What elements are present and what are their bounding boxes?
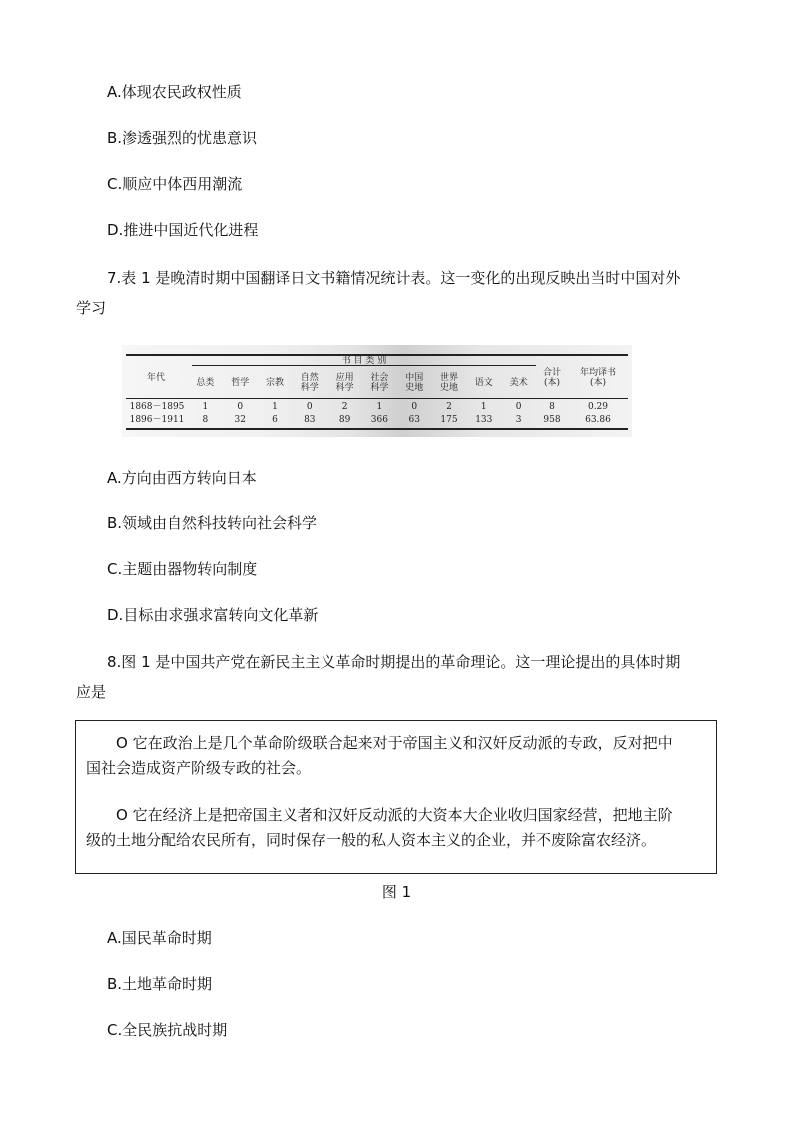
table-cell: 0 bbox=[411, 402, 418, 412]
table-row-avg: 63.86 bbox=[585, 415, 611, 425]
table-category-header: 中国 史地 bbox=[405, 373, 424, 393]
table-header-rule bbox=[126, 398, 628, 399]
table-cell: 0 bbox=[306, 402, 313, 412]
table-cell: 1 bbox=[272, 402, 278, 412]
box-paragraph2-line2: 级的土地分配给农民所有，同时保存一般的私人资本主义的企业，并不废除富农经济。 bbox=[86, 831, 657, 849]
q8-option-a: A.国民革命时期 bbox=[107, 929, 212, 947]
table-cell: 2 bbox=[341, 402, 348, 412]
table-1 bbox=[122, 345, 632, 437]
box-paragraph2-line1: O 它在经济上是把帝国主义者和汉奸反动派的大资本大企业收归国家经营，把地主阶 bbox=[116, 806, 673, 824]
table-row-avg: 0.29 bbox=[587, 402, 609, 412]
table-category-header: 自然 科学 bbox=[300, 373, 319, 393]
table-cell: 133 bbox=[475, 415, 493, 425]
table-total-header: 合计 (本) bbox=[542, 368, 561, 388]
table-1-image bbox=[122, 345, 632, 437]
q8-stem-line1: 8.图 1 是中国共产党在新民主主义革命时期提出的革命理论。这一理论提出的具体时期 bbox=[107, 653, 681, 671]
table-row-total: 8 bbox=[549, 402, 555, 412]
table-cell: 6 bbox=[272, 415, 278, 425]
table-row-period: 1868－1895 bbox=[129, 402, 185, 412]
table-cell: 8 bbox=[202, 415, 209, 425]
table-category-header: 社会 科学 bbox=[370, 373, 389, 393]
q6-option-c: C.顺应中体西用潮流 bbox=[107, 175, 243, 193]
table-cell: 1 bbox=[376, 402, 383, 412]
table-cell: 2 bbox=[446, 402, 452, 412]
table-year-header: 年代 bbox=[146, 373, 165, 383]
table-avg-header: 年均译书 (本) bbox=[579, 368, 616, 388]
figure-1-caption: 图 1 bbox=[381, 883, 412, 901]
q7-option-c: C.主题由器物转向制度 bbox=[107, 560, 258, 578]
q8-stem-line2: 应是 bbox=[76, 683, 107, 701]
table-cell: 0 bbox=[237, 402, 244, 412]
q7-option-d: D.目标由求强求富转向文化革新 bbox=[107, 606, 319, 624]
table-category-header: 哲学 bbox=[231, 378, 250, 388]
q8-option-c: C.全民族抗战时期 bbox=[107, 1021, 228, 1039]
table-bottom-rule bbox=[126, 428, 628, 430]
table-category-header: 美术 bbox=[509, 378, 528, 388]
table-cell: 175 bbox=[440, 415, 458, 425]
table-cell: 1 bbox=[480, 402, 487, 412]
table-cell: 83 bbox=[304, 415, 316, 425]
table-category-header: 世界 史地 bbox=[439, 373, 458, 393]
table-row-period: 1896－1911 bbox=[129, 415, 185, 425]
q8-option-b: B.土地革命时期 bbox=[107, 975, 213, 993]
table-cell: 32 bbox=[234, 415, 246, 425]
table-cell: 366 bbox=[370, 415, 388, 425]
table-category-header: 语文 bbox=[474, 378, 493, 388]
q7-stem-line1: 7.表 1 是晚清时期中国翻译日文书籍情况统计表。这一变化的出现反映出当时中国对外 bbox=[107, 269, 681, 287]
q6-option-b: B.渗透强烈的忧患意识 bbox=[107, 129, 258, 147]
q7-stem-line2: 学习 bbox=[76, 299, 107, 317]
q7-option-b: B.领域由自然科技转向社会科学 bbox=[107, 514, 318, 532]
q6-option-a: A.体现农民政权性质 bbox=[107, 83, 242, 101]
table-row-total: 958 bbox=[543, 415, 561, 425]
table-category-header: 总类 bbox=[196, 378, 215, 388]
table-category-header: 宗教 bbox=[265, 378, 284, 388]
q7-option-a: A.方向由西方转向日本 bbox=[107, 469, 257, 487]
figure-1-box bbox=[75, 720, 717, 874]
table-group-header: 书 目 类 别 bbox=[341, 356, 387, 366]
table-cell: 89 bbox=[338, 415, 351, 425]
box-paragraph1-line2: 国社会造成资产阶级专政的社会。 bbox=[86, 759, 312, 777]
table-cell: 1 bbox=[202, 402, 209, 412]
table-cell: 0 bbox=[515, 402, 522, 412]
q6-option-d: D.推进中国近代化进程 bbox=[107, 221, 259, 239]
table-category-header: 应用 科学 bbox=[335, 373, 354, 393]
table-cell: 3 bbox=[515, 415, 522, 425]
box-paragraph1-line1: O 它在政治上是几个革命阶级联合起来对于帝国主义和汉奸反动派的专政，反对把中 bbox=[116, 734, 673, 752]
table-cell: 63 bbox=[408, 415, 420, 425]
